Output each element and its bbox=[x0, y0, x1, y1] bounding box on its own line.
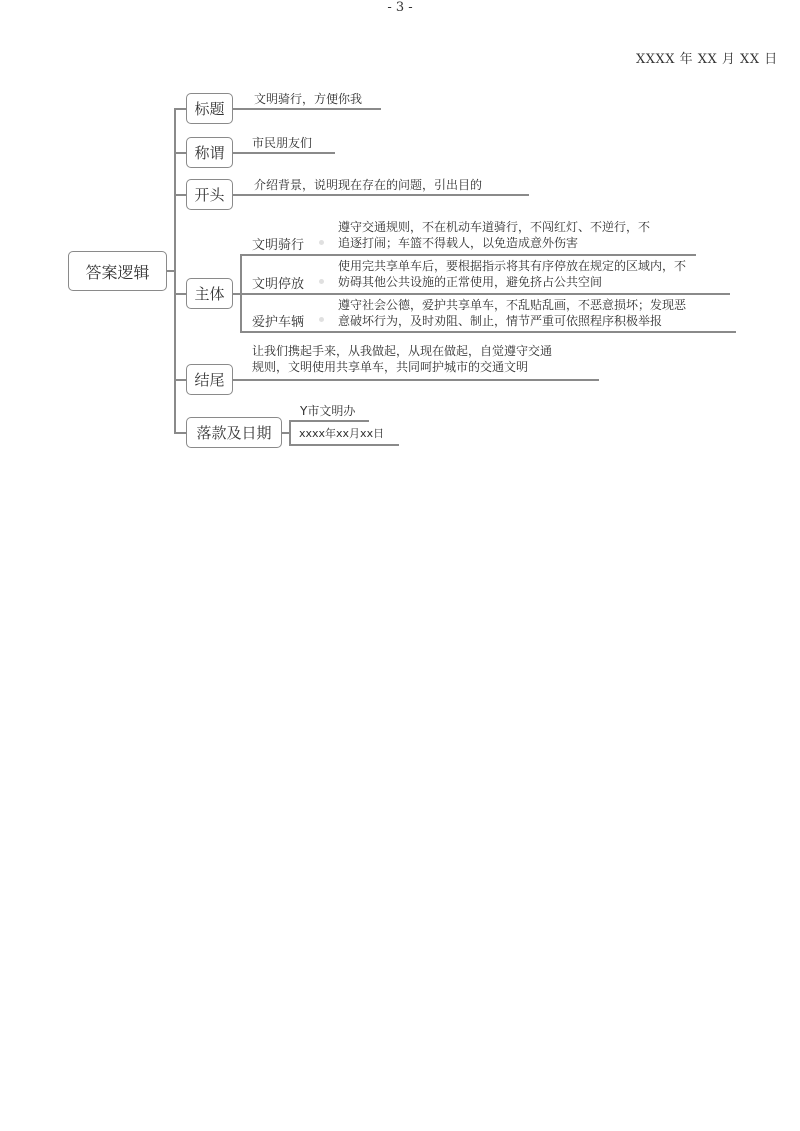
title-text: 文明骑行，方便你我 bbox=[254, 92, 363, 106]
title-underline bbox=[233, 108, 381, 110]
trunk-link-body bbox=[174, 293, 186, 295]
body-item-1-line-2: 追逐打闹；车篮不得载人，以免造成意外伤害 bbox=[338, 236, 579, 250]
branch-closing: 结尾 bbox=[186, 364, 233, 395]
branch-title: 标题 bbox=[186, 93, 233, 124]
branch-salute: 称谓 bbox=[186, 137, 233, 168]
branch-opening: 开头 bbox=[186, 179, 233, 210]
branch-signature: 落款及日期 bbox=[186, 417, 282, 448]
root-node: 答案逻辑 bbox=[68, 251, 167, 291]
body-item-3-label: 爱护车辆 bbox=[252, 315, 305, 330]
header-date: XXXX 年 XX 月 XX 日 bbox=[636, 52, 778, 67]
salute-text: 市民朋友们 bbox=[252, 136, 313, 150]
body-item-1-label: 文明骑行 bbox=[252, 238, 305, 253]
body-item-1-line-1: 遵守交通规则，不在机动车道骑行，不闯红灯、不逆行，不 bbox=[338, 220, 651, 234]
body-item-3-line-2: 意破坏行为，及时劝阻、制止，情节严重可依照程序积极举报 bbox=[338, 314, 663, 328]
opening-underline bbox=[233, 194, 529, 196]
page-number: - 3 - bbox=[387, 0, 413, 15]
body-item-3-line-1: 遵守社会公德，爱护共享单车，不乱贴乱画，不恶意损坏；发现恶 bbox=[338, 298, 687, 312]
trunk-link-salute bbox=[174, 152, 186, 154]
closing-line-1: 让我们携起手来，从我做起，从现在做起，自觉遵守交通 bbox=[252, 344, 553, 358]
body-item-1-underline bbox=[240, 254, 696, 256]
closing-line-2: 规则，文明使用共享单车，共同呵护城市的交通文明 bbox=[252, 360, 529, 374]
body-item-2-underline bbox=[240, 293, 730, 295]
main-trunk bbox=[174, 108, 176, 432]
signature-date: xxxx年xx月xx日 bbox=[299, 427, 385, 440]
branch-body: 主体 bbox=[186, 278, 233, 309]
salute-underline bbox=[233, 152, 335, 154]
body-item-2-line-2: 妨碍其他公共设施的正常使用，避免挤占公共空间 bbox=[338, 275, 603, 289]
signature-org: Y市文明办 bbox=[300, 404, 356, 418]
body-item-1-dot bbox=[319, 240, 324, 245]
trunk-link-signature bbox=[174, 432, 186, 434]
signature-date-underline bbox=[289, 444, 399, 446]
body-item-2-line-1: 使用完共享单车后，要根据指示将其有序停放在规定的区域内，不 bbox=[338, 259, 687, 273]
body-item-3-underline bbox=[240, 331, 736, 333]
signature-org-underline bbox=[289, 420, 369, 422]
trunk-link-closing bbox=[174, 379, 186, 381]
signature-trunk bbox=[289, 420, 291, 444]
trunk-link-opening bbox=[174, 194, 186, 196]
body-item-2-label: 文明停放 bbox=[252, 277, 305, 292]
opening-text: 介绍背景，说明现在存在的问题，引出目的 bbox=[254, 178, 483, 192]
trunk-link-title bbox=[174, 108, 186, 110]
closing-underline bbox=[233, 379, 599, 381]
body-item-3-dot bbox=[319, 317, 324, 322]
body-item-2-dot bbox=[319, 279, 324, 284]
